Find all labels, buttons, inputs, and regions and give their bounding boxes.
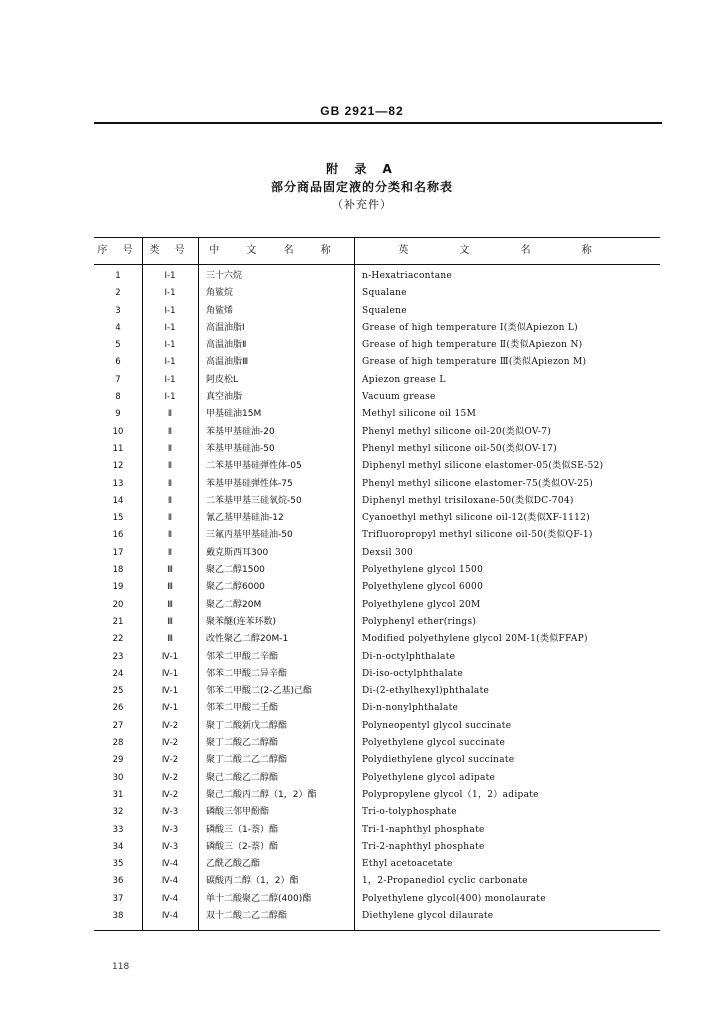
table-row bbox=[94, 649, 660, 666]
table-row bbox=[94, 822, 660, 839]
row-class: Ⅳ-3 bbox=[161, 807, 179, 818]
row-chinese-name: 聚丁二酸二乙二醇酯 bbox=[206, 755, 288, 766]
page-subtitle: （补充件） bbox=[332, 198, 392, 211]
table-body bbox=[94, 268, 660, 925]
row-chinese-name: 聚己二酸乙二醇酯 bbox=[206, 772, 279, 783]
table-row bbox=[94, 579, 660, 596]
row-chinese-name: 角鲨烷 bbox=[206, 288, 234, 299]
row-class: Ⅲ bbox=[167, 565, 173, 576]
row-english-name: Polyethylene glycol adipate bbox=[362, 772, 496, 783]
row-class: Ⅲ bbox=[167, 599, 173, 610]
row-number: 1 bbox=[115, 271, 121, 281]
row-english-name: Squalane bbox=[362, 288, 407, 299]
row-chinese-name: 乙酰乙酸乙酯 bbox=[206, 859, 261, 870]
row-number: 6 bbox=[115, 357, 121, 368]
row-english-name: Diphenyl methyl trisiloxane-50(类似DC-704) bbox=[362, 495, 574, 506]
column-header-number: 序 号 bbox=[97, 245, 139, 256]
row-number: 20 bbox=[112, 599, 124, 610]
row-number: 12 bbox=[112, 461, 124, 472]
table-row bbox=[94, 268, 660, 285]
row-number: 10 bbox=[112, 426, 124, 437]
row-class: Ⅱ bbox=[167, 426, 173, 437]
row-number: 24 bbox=[112, 668, 124, 679]
row-chinese-name: 聚苯醚(连苯环数) bbox=[206, 616, 277, 627]
row-english-name: Trifluoropropyl methyl silicone oil-50(类似QF-1) bbox=[362, 530, 593, 541]
column-header-chinese-name: 中 文 名 称 bbox=[209, 245, 343, 256]
row-chinese-name: 单十二酸聚乙二醇(400)酯 bbox=[206, 893, 312, 904]
row-english-name: Di-iso-octylphthalate bbox=[362, 668, 463, 679]
row-chinese-name: 磷酸三（2-萘）酯 bbox=[206, 841, 278, 852]
row-number: 7 bbox=[115, 374, 121, 385]
row-number: 28 bbox=[112, 738, 124, 749]
row-chinese-name: 磷酸三邻甲酚酯 bbox=[206, 807, 270, 818]
row-number: 30 bbox=[112, 772, 124, 783]
row-english-name: Ethyl acetoacetate bbox=[362, 859, 453, 870]
row-number: 34 bbox=[112, 841, 124, 852]
row-english-name: 1，2-Propanediol cyclic carbonate bbox=[362, 876, 528, 887]
row-class: Ⅳ-2 bbox=[161, 789, 179, 800]
header-rule bbox=[94, 122, 662, 124]
row-english-name: Tri-o-tolyphosphate bbox=[362, 807, 457, 818]
table-row bbox=[94, 562, 660, 579]
row-class: Ⅰ-1 bbox=[164, 271, 176, 281]
table-row bbox=[94, 527, 660, 544]
row-class: Ⅲ bbox=[167, 616, 173, 627]
row-english-name: Apiezon grease L bbox=[362, 374, 446, 385]
row-class: Ⅱ bbox=[167, 443, 173, 454]
row-class: Ⅳ-3 bbox=[161, 824, 179, 835]
row-number: 29 bbox=[112, 755, 124, 766]
table-row bbox=[94, 839, 660, 856]
row-chinese-name: 磷酸三（1-萘）酯 bbox=[206, 824, 278, 835]
row-class: Ⅳ-1 bbox=[161, 686, 179, 697]
row-english-name: Tri-1-naphthyl phosphate bbox=[362, 824, 485, 835]
table-row bbox=[94, 458, 660, 475]
row-chinese-name: 三氟丙基甲基硅油-50 bbox=[206, 530, 293, 541]
row-chinese-name: 聚己二酸丙二醇（1，2）酯 bbox=[206, 789, 317, 800]
row-number: 15 bbox=[112, 513, 124, 524]
row-number: 27 bbox=[112, 720, 124, 731]
table-row bbox=[94, 718, 660, 735]
table-row bbox=[94, 354, 660, 371]
table-row bbox=[94, 752, 660, 769]
row-english-name: Grease of high temperature Ⅲ(类似Apiezon M) bbox=[362, 357, 587, 368]
row-english-name: Di-n-nonylphthalate bbox=[362, 703, 459, 714]
row-chinese-name: 甲基硅油15M bbox=[206, 409, 262, 420]
table-row bbox=[94, 545, 660, 562]
table-row bbox=[94, 406, 660, 423]
row-english-name: Grease of high temperature Ⅱ(类似Apiezon N) bbox=[362, 340, 583, 351]
row-class: Ⅳ-2 bbox=[161, 772, 179, 783]
row-class: Ⅱ bbox=[167, 530, 173, 541]
appendix-label: 附 录 A bbox=[326, 162, 398, 176]
table-row bbox=[94, 337, 660, 354]
page-title: 部分商品固定液的分类和名称表 bbox=[270, 180, 453, 194]
row-number: 14 bbox=[112, 495, 124, 506]
row-chinese-name: 角鲨烯 bbox=[206, 305, 234, 316]
row-english-name: Polypropylene glycol（1，2）adipate bbox=[362, 789, 539, 800]
table-row bbox=[94, 735, 660, 752]
row-number: 5 bbox=[115, 340, 121, 351]
table-row bbox=[94, 597, 660, 614]
row-english-name: Dexsil 300 bbox=[362, 547, 414, 558]
row-english-name: Polydiethylene glycol succinate bbox=[362, 755, 515, 766]
row-english-name: Di-n-octylphthalate bbox=[362, 651, 456, 662]
row-class: Ⅳ-2 bbox=[161, 755, 179, 766]
table-row bbox=[94, 389, 660, 406]
row-class: Ⅰ-1 bbox=[164, 322, 176, 333]
row-chinese-name: 高温油脂Ⅲ bbox=[206, 357, 249, 368]
column-header-class: 类 号 bbox=[149, 245, 191, 256]
table-row bbox=[94, 891, 660, 908]
row-english-name: Polyethylene glycol succinate bbox=[362, 738, 506, 749]
row-english-name: Polyethylene glycol 1500 bbox=[362, 565, 484, 576]
row-english-name: Polyethylene glycol(400) monolaurate bbox=[362, 893, 546, 904]
row-chinese-name: 邻苯二甲酸二壬酯 bbox=[206, 703, 279, 714]
table-row bbox=[94, 303, 660, 320]
row-class: Ⅰ-1 bbox=[164, 305, 176, 316]
table-row bbox=[94, 804, 660, 821]
row-class: Ⅳ-2 bbox=[161, 720, 179, 731]
page-number: 118 bbox=[112, 962, 130, 972]
table-row bbox=[94, 372, 660, 389]
row-class: Ⅳ-1 bbox=[161, 651, 179, 662]
table-row bbox=[94, 873, 660, 890]
row-class: Ⅳ-2 bbox=[161, 738, 179, 749]
row-chinese-name: 双十二酸二乙二醇酯 bbox=[206, 910, 288, 921]
table-header-rule bbox=[94, 264, 660, 265]
row-chinese-name: 聚乙二醇1500 bbox=[206, 565, 265, 576]
table-row bbox=[94, 666, 660, 683]
row-chinese-name: 苯基甲基硅油-20 bbox=[206, 426, 275, 437]
table-row bbox=[94, 787, 660, 804]
row-number: 9 bbox=[115, 409, 121, 420]
row-english-name: Methyl silicone oil 15M bbox=[362, 409, 477, 420]
row-english-name: Modified polyethylene glycol 20M-1(类似FFAP) bbox=[362, 634, 588, 645]
row-english-name: Vacuum grease bbox=[362, 392, 436, 403]
row-english-name: Phenyl methyl silicone elastomer-75(类似OV-25) bbox=[362, 478, 594, 489]
row-number: 23 bbox=[112, 651, 124, 662]
row-number: 21 bbox=[112, 616, 124, 627]
row-class: Ⅰ-1 bbox=[164, 374, 176, 385]
row-number: 31 bbox=[112, 789, 124, 800]
row-class: Ⅲ bbox=[167, 582, 173, 593]
row-chinese-name: 聚乙二醇20M bbox=[206, 599, 262, 610]
row-number: 36 bbox=[112, 876, 124, 887]
row-chinese-name: 高温油脂Ⅰ bbox=[206, 322, 245, 333]
row-number: 3 bbox=[115, 305, 121, 316]
row-class: Ⅳ-3 bbox=[161, 841, 179, 852]
row-number: 37 bbox=[112, 893, 124, 904]
row-number: 8 bbox=[115, 392, 121, 403]
row-chinese-name: 苯基甲基硅弹性体-75 bbox=[206, 478, 293, 489]
row-english-name: n-Hexatriacontane bbox=[362, 271, 453, 281]
table-row bbox=[94, 493, 660, 510]
row-chinese-name: 改性聚乙二醇20M-1 bbox=[206, 634, 289, 645]
row-number: 19 bbox=[112, 582, 124, 593]
row-class: Ⅰ-1 bbox=[164, 357, 176, 368]
table-row bbox=[94, 285, 660, 302]
row-class: Ⅰ-1 bbox=[164, 392, 176, 403]
row-english-name: Polyethylene glycol 6000 bbox=[362, 582, 484, 593]
table-row bbox=[94, 614, 660, 631]
row-number: 32 bbox=[112, 807, 124, 818]
column-header-english-name: 英 文 名 称 bbox=[398, 245, 616, 256]
row-chinese-name: 邻苯二甲酸二辛酯 bbox=[206, 651, 279, 662]
row-english-name: Diphenyl methyl silicone elastomer-05(类似SE-52) bbox=[362, 461, 604, 472]
row-number: 22 bbox=[112, 634, 124, 645]
row-chinese-name: 邻苯二甲酸二异辛酯 bbox=[206, 668, 288, 679]
row-class: Ⅳ-4 bbox=[161, 910, 179, 921]
table-top-rule bbox=[94, 237, 660, 238]
table-bottom-rule bbox=[94, 930, 660, 931]
row-number: 11 bbox=[112, 443, 124, 454]
table-row bbox=[94, 770, 660, 787]
row-english-name: Tri-2-naphthyl phosphate bbox=[362, 841, 485, 852]
row-english-name: Polyethylene glycol 20M bbox=[362, 599, 481, 610]
row-chinese-name: 氰乙基甲基硅油-12 bbox=[206, 513, 284, 524]
row-number: 2 bbox=[115, 288, 121, 299]
row-class: Ⅱ bbox=[167, 547, 173, 558]
row-number: 33 bbox=[112, 824, 124, 835]
row-chinese-name: 碳酸丙二醇（1，2）酯 bbox=[206, 876, 299, 887]
row-chinese-name: 真空油脂 bbox=[206, 392, 243, 403]
row-class: Ⅱ bbox=[167, 513, 173, 524]
row-english-name: Diethylene glycol dilaurate bbox=[362, 910, 494, 921]
row-english-name: Cyanoethyl methyl silicone oil-12(类似XF-1112) bbox=[362, 513, 590, 524]
row-chinese-name: 聚丁二酸新戊二醇酯 bbox=[206, 720, 288, 731]
row-chinese-name: 阿皮松L bbox=[206, 374, 239, 385]
table-row bbox=[94, 510, 660, 527]
row-class: Ⅲ bbox=[167, 634, 173, 645]
row-number: 18 bbox=[112, 565, 124, 576]
row-number: 16 bbox=[112, 530, 124, 541]
row-english-name: Phenyl methyl silicone oil-20(类似OV-7) bbox=[362, 426, 552, 437]
table-row bbox=[94, 424, 660, 441]
row-chinese-name: 聚乙二醇6000 bbox=[206, 582, 265, 593]
row-chinese-name: 苯基甲基硅油-50 bbox=[206, 443, 275, 454]
row-class: Ⅳ-1 bbox=[161, 668, 179, 679]
table-row bbox=[94, 320, 660, 337]
row-class: Ⅰ-1 bbox=[164, 288, 176, 299]
row-english-name: Squalene bbox=[362, 305, 407, 316]
row-class: Ⅱ bbox=[167, 478, 173, 489]
table-row bbox=[94, 441, 660, 458]
row-chinese-name: 三十六烷 bbox=[206, 271, 243, 281]
table-row bbox=[94, 856, 660, 873]
table-row bbox=[94, 700, 660, 717]
row-class: Ⅳ-1 bbox=[161, 703, 179, 714]
row-class: Ⅱ bbox=[167, 461, 173, 472]
row-english-name: Polyphenyl ether(rings) bbox=[362, 616, 477, 627]
row-number: 26 bbox=[112, 703, 124, 714]
row-number: 35 bbox=[112, 859, 124, 870]
row-english-name: Phenyl methyl silicone oil-50(类似OV-17) bbox=[362, 443, 558, 454]
table-row bbox=[94, 908, 660, 925]
row-number: 38 bbox=[112, 910, 124, 921]
table-row bbox=[94, 476, 660, 493]
row-class: Ⅳ-4 bbox=[161, 893, 179, 904]
row-class: Ⅳ-4 bbox=[161, 859, 179, 870]
row-chinese-name: 高温油脂Ⅱ bbox=[206, 340, 247, 351]
standard-code: GB 2921—82 bbox=[320, 104, 404, 118]
row-class: Ⅱ bbox=[167, 495, 173, 506]
row-english-name: Grease of high temperature Ⅰ(类似Apiezon L) bbox=[362, 322, 578, 333]
row-english-name: Di-(2-ethylhexyl)phthalate bbox=[362, 686, 490, 697]
row-chinese-name: 聚丁二酸乙二醇酯 bbox=[206, 738, 279, 749]
row-class: Ⅳ-4 bbox=[161, 876, 179, 887]
row-chinese-name: 戴克斯西耳300 bbox=[206, 547, 269, 558]
row-class: Ⅱ bbox=[167, 409, 173, 420]
table-row bbox=[94, 683, 660, 700]
row-english-name: Polyneopentyl glycol succinate bbox=[362, 720, 512, 731]
row-number: 25 bbox=[112, 686, 124, 697]
row-class: Ⅰ-1 bbox=[164, 340, 176, 351]
table-row bbox=[94, 631, 660, 648]
row-chinese-name: 二苯基甲基三硅氧烷-50 bbox=[206, 495, 302, 506]
row-chinese-name: 邻苯二甲酸二(2-乙基)己酯 bbox=[206, 686, 312, 697]
row-number: 17 bbox=[112, 547, 124, 558]
row-number: 13 bbox=[112, 478, 124, 489]
row-chinese-name: 二苯基甲基硅弹性体-05 bbox=[206, 461, 302, 472]
row-number: 4 bbox=[115, 322, 121, 333]
